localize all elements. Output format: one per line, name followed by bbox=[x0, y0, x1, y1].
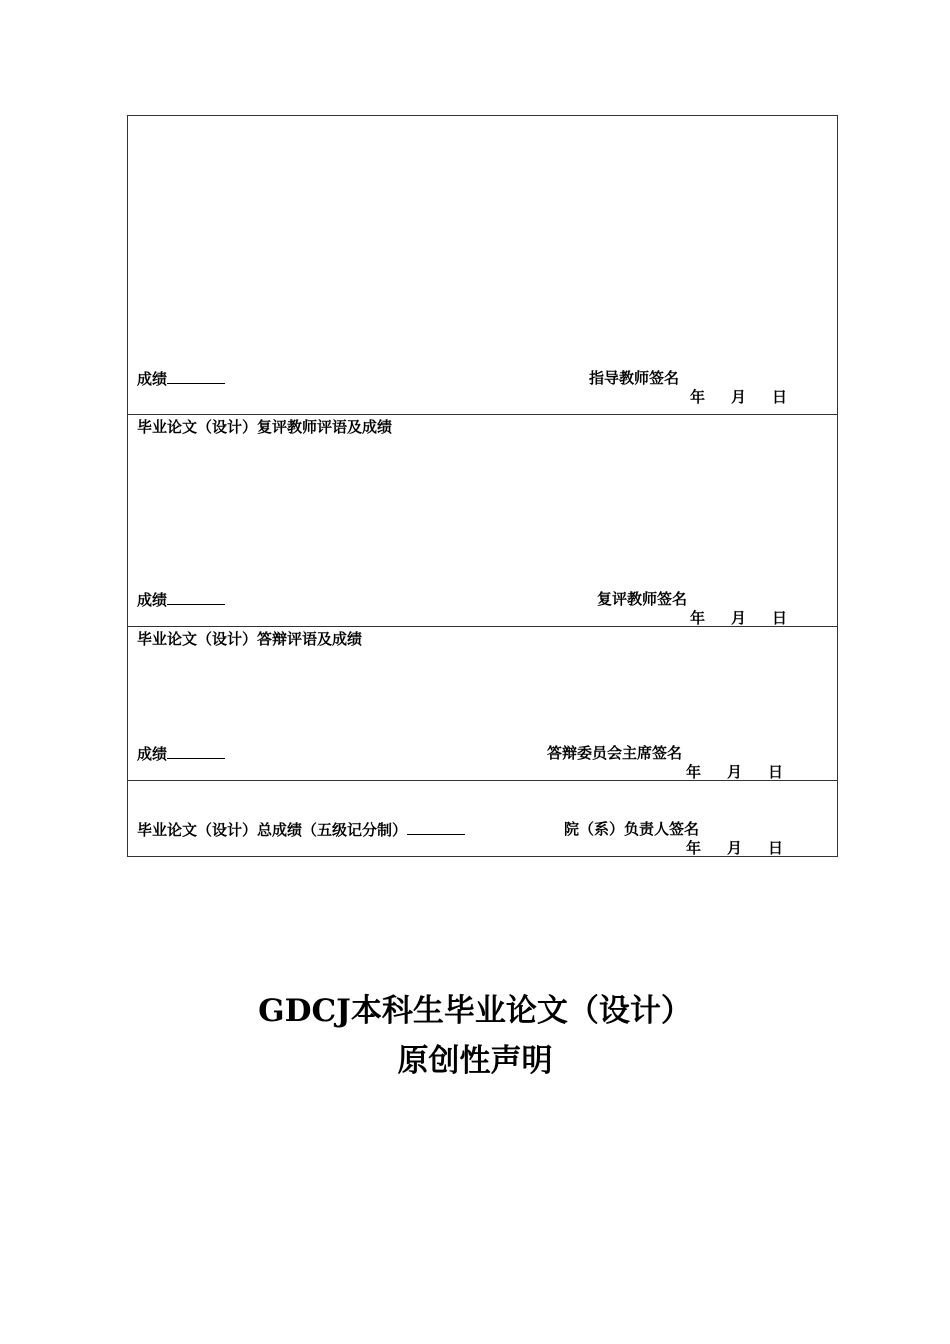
defense-date-month: 月 bbox=[727, 763, 743, 781]
reviewer-signature-label: 复评教师签名 bbox=[597, 590, 688, 608]
defense-date-day: 日 bbox=[768, 763, 784, 781]
total-date-day: 日 bbox=[768, 839, 784, 857]
total-section bbox=[128, 781, 837, 857]
advisor-date-month: 月 bbox=[731, 388, 747, 406]
advisor-signature-label: 指导教师签名 bbox=[589, 369, 680, 387]
advisor-score bbox=[137, 369, 225, 388]
reviewer-date bbox=[690, 609, 787, 627]
total-signature-label: 院（系）负责人签名 bbox=[564, 820, 700, 838]
defense-score-blank[interactable] bbox=[167, 744, 225, 759]
reviewer-section bbox=[128, 415, 837, 627]
declaration-title-line1: GDCJ本科生毕业论文（设计） bbox=[258, 993, 692, 1029]
reviewer-date-day: 日 bbox=[772, 609, 788, 627]
advisor-score-blank[interactable] bbox=[167, 369, 225, 384]
advisor-date-day: 日 bbox=[772, 388, 788, 406]
defense-date-year: 年 bbox=[686, 763, 702, 781]
total-date-year: 年 bbox=[686, 839, 702, 857]
advisor-section bbox=[128, 116, 837, 415]
defense-score bbox=[137, 744, 225, 763]
reviewer-date-year: 年 bbox=[690, 609, 706, 627]
total-date-month: 月 bbox=[727, 839, 743, 857]
total-score-label: 毕业论文（设计）总成绩（五级记分制） bbox=[137, 821, 408, 839]
evaluation-table bbox=[127, 115, 838, 857]
defense-heading: 毕业论文（设计）答辩评语及成绩 bbox=[137, 630, 363, 648]
reviewer-score-label: 成绩 bbox=[137, 591, 168, 609]
reviewer-score-blank[interactable] bbox=[167, 590, 225, 605]
total-score bbox=[137, 820, 465, 839]
defense-score-label: 成绩 bbox=[137, 745, 168, 763]
reviewer-date-month: 月 bbox=[731, 609, 747, 627]
defense-section bbox=[128, 627, 837, 781]
advisor-date bbox=[690, 388, 787, 406]
total-score-blank[interactable] bbox=[407, 820, 465, 835]
advisor-date-year: 年 bbox=[690, 388, 706, 406]
total-date bbox=[686, 839, 783, 857]
declaration-title-line2: 原创性声明 bbox=[397, 1043, 553, 1079]
reviewer-heading: 毕业论文（设计）复评教师评语及成绩 bbox=[137, 418, 393, 436]
reviewer-score bbox=[137, 590, 225, 609]
defense-signature-label: 答辩委员会主席签名 bbox=[547, 744, 683, 762]
defense-date bbox=[686, 763, 783, 781]
advisor-score-label: 成绩 bbox=[137, 370, 168, 388]
